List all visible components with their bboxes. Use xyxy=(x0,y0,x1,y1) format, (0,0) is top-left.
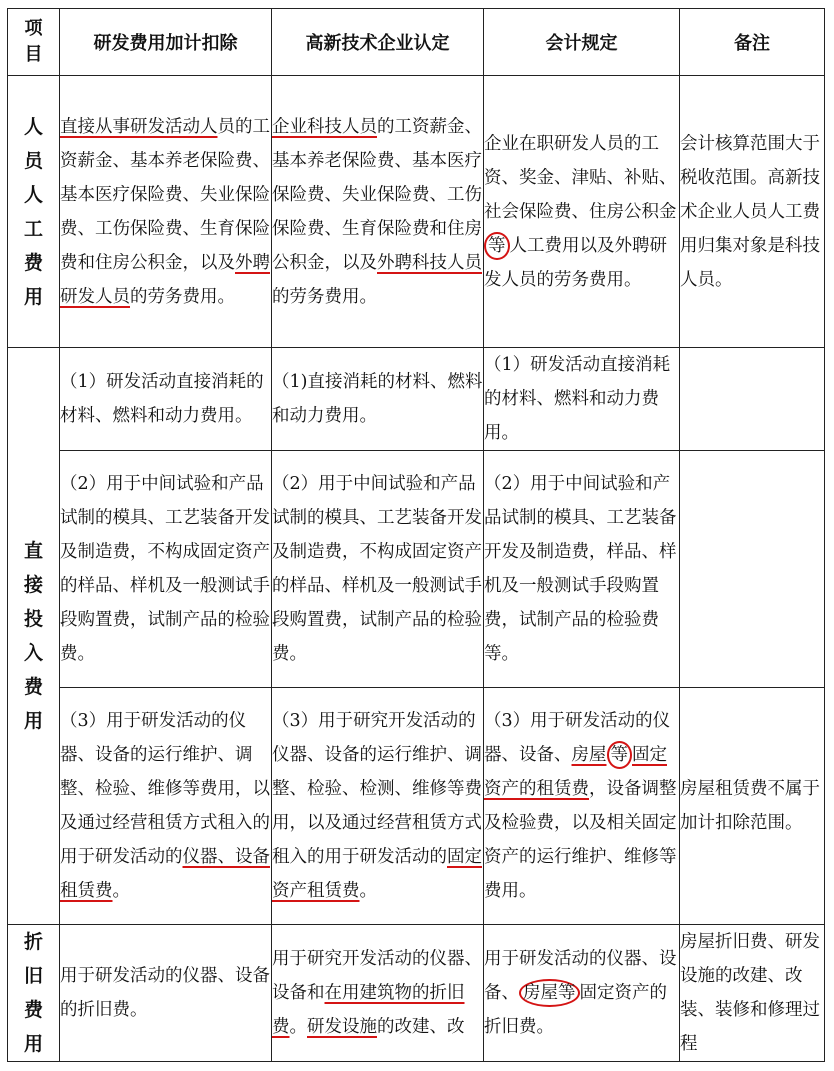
annot-circle: 等 xyxy=(607,741,633,769)
category-depreciation: 折 旧 费 用 xyxy=(8,925,60,1062)
cell-personnel-accounting: 企业在职研发人员的工资、奖金、津贴、补贴、社会保险费、住房公积金等 人工费用以及外聘研发人员的劳务费用。 xyxy=(484,76,680,348)
annot-underline: 外聘研发人员 xyxy=(60,252,270,307)
cell-direct1-accounting: （1）研发活动直接消耗的材料、燃料和动力费用。 xyxy=(484,348,680,451)
annot-underline: 研发设施 xyxy=(307,1017,377,1037)
annot-underline: 房屋 xyxy=(571,745,607,765)
annot-underline: 在用建筑物的折旧费 xyxy=(272,983,465,1037)
annot-circle: 房屋等 xyxy=(519,979,580,1007)
annot-underline: 直接从事研发活动人 xyxy=(60,116,218,137)
cell-personnel-hightech: 企业科技人员的工资薪金、基本养老保险费、基本医疗保险费、失业保险费、工伤保险费、生育保险费和住房公积金，以及外聘科技人员的劳务费用。 xyxy=(272,76,484,348)
header-remarks: 备注 xyxy=(680,9,825,76)
header-row xyxy=(8,9,825,76)
header-high-tech: 高新技术企业认定 xyxy=(272,9,484,76)
cell-depr-remarks: 房屋折旧费、研发设施的改建、改装、装修和修理过程 xyxy=(680,925,825,1062)
annot-underline: 企业科技人员 xyxy=(272,116,377,137)
cell-direct2-hightech: （2）用于中间试验和产品试制的模具、工艺装备开发及制造费，不构成固定资产的样品、样机及一般测试手段购置费，试制产品的检验费。 xyxy=(272,451,484,688)
category-personnel: 人 员 人 工 费 用 xyxy=(8,76,60,348)
cell-personnel-rd: 直接从事研发活动人员的工资薪金、基本养老保险费、基本医疗保险费、失业保险费、工伤保险费、生育保险费和住房公积金，以及外聘研发人员的劳务费用。 xyxy=(60,76,272,348)
cell-direct1-hightech: （1)直接消耗的材料、燃料和动力费用。 xyxy=(272,348,484,451)
annot-underline: 固定资产租赁费 xyxy=(272,847,482,901)
header-accounting: 会计规定 xyxy=(484,9,680,76)
comparison-table xyxy=(7,8,825,1062)
cell-depr-accounting: 用于研发活动的仪器、设备、 房屋等 固定资产的折旧费。 xyxy=(484,925,680,1062)
cell-personnel-remarks: 会计核算范围大于税收范围。高新技术企业人员人工费用归集对象是科技人员。 xyxy=(680,76,825,348)
row-direct-3 xyxy=(8,688,825,925)
cell-direct2-rd: （2）用于中间试验和产品试制的模具、工艺装备开发及制造费，不构成固定资产的样品、样机及一般测试手段购置费，试制产品的检验费。 xyxy=(60,451,272,688)
cell-direct3-accounting: （3）用于研发活动的仪器、设备、房屋 等 固定资产的租赁费，设备调整及检验费，以及相关固定资产的运行维护、维修等费用。 xyxy=(484,688,680,925)
header-rd-deduction: 研发费用加计扣除 xyxy=(60,9,272,76)
cell-direct1-remarks xyxy=(680,348,825,451)
cell-direct2-remarks xyxy=(680,451,825,688)
row-personnel xyxy=(8,76,825,348)
row-direct-1 xyxy=(8,348,825,451)
annot-underline: 固定资产的租赁费 xyxy=(484,745,667,799)
cell-depr-hightech: 用于研究开发活动的仪器、设备和在用建筑物的折旧费。研发设施的改建、改 xyxy=(272,925,484,1062)
annot-underline: 仪器、设备租赁费 xyxy=(60,847,270,901)
cell-depr-rd: 用于研发活动的仪器、设备的折旧费。 xyxy=(60,925,272,1062)
header-item: 项目 xyxy=(8,9,60,76)
cell-direct2-accounting: （2）用于中间试验和产品试制的模具、工艺装备开发及制造费，样品、样机及一般测试手段购置费，试制产品的检验费等。 xyxy=(484,451,680,688)
cell-direct3-remarks: 房屋租赁费不属于加计扣除范围。 xyxy=(680,688,825,925)
cell-direct1-rd: （1）研发活动直接消耗的材料、燃料和动力费用。 xyxy=(60,348,272,451)
cell-direct3-hightech: （3）用于研究开发活动的仪器、设备的运行维护、调整、检验、检测、维修等费用，以及通过经营租赁方式租入的用于研发活动的固定资产租赁费。 xyxy=(272,688,484,925)
annot-circle: 等 xyxy=(484,232,510,260)
row-direct-2 xyxy=(8,451,825,688)
row-depreciation xyxy=(8,925,825,1062)
cell-direct3-rd: （3）用于研发活动的仪器、设备的运行维护、调整、检验、维修等费用，以及通过经营租赁方式租入的用于研发活动的仪器、设备租赁费。 xyxy=(60,688,272,925)
category-direct: 直 接 投 入 费 用 xyxy=(8,348,60,925)
annot-underline: 外聘科技人员 xyxy=(377,252,482,273)
